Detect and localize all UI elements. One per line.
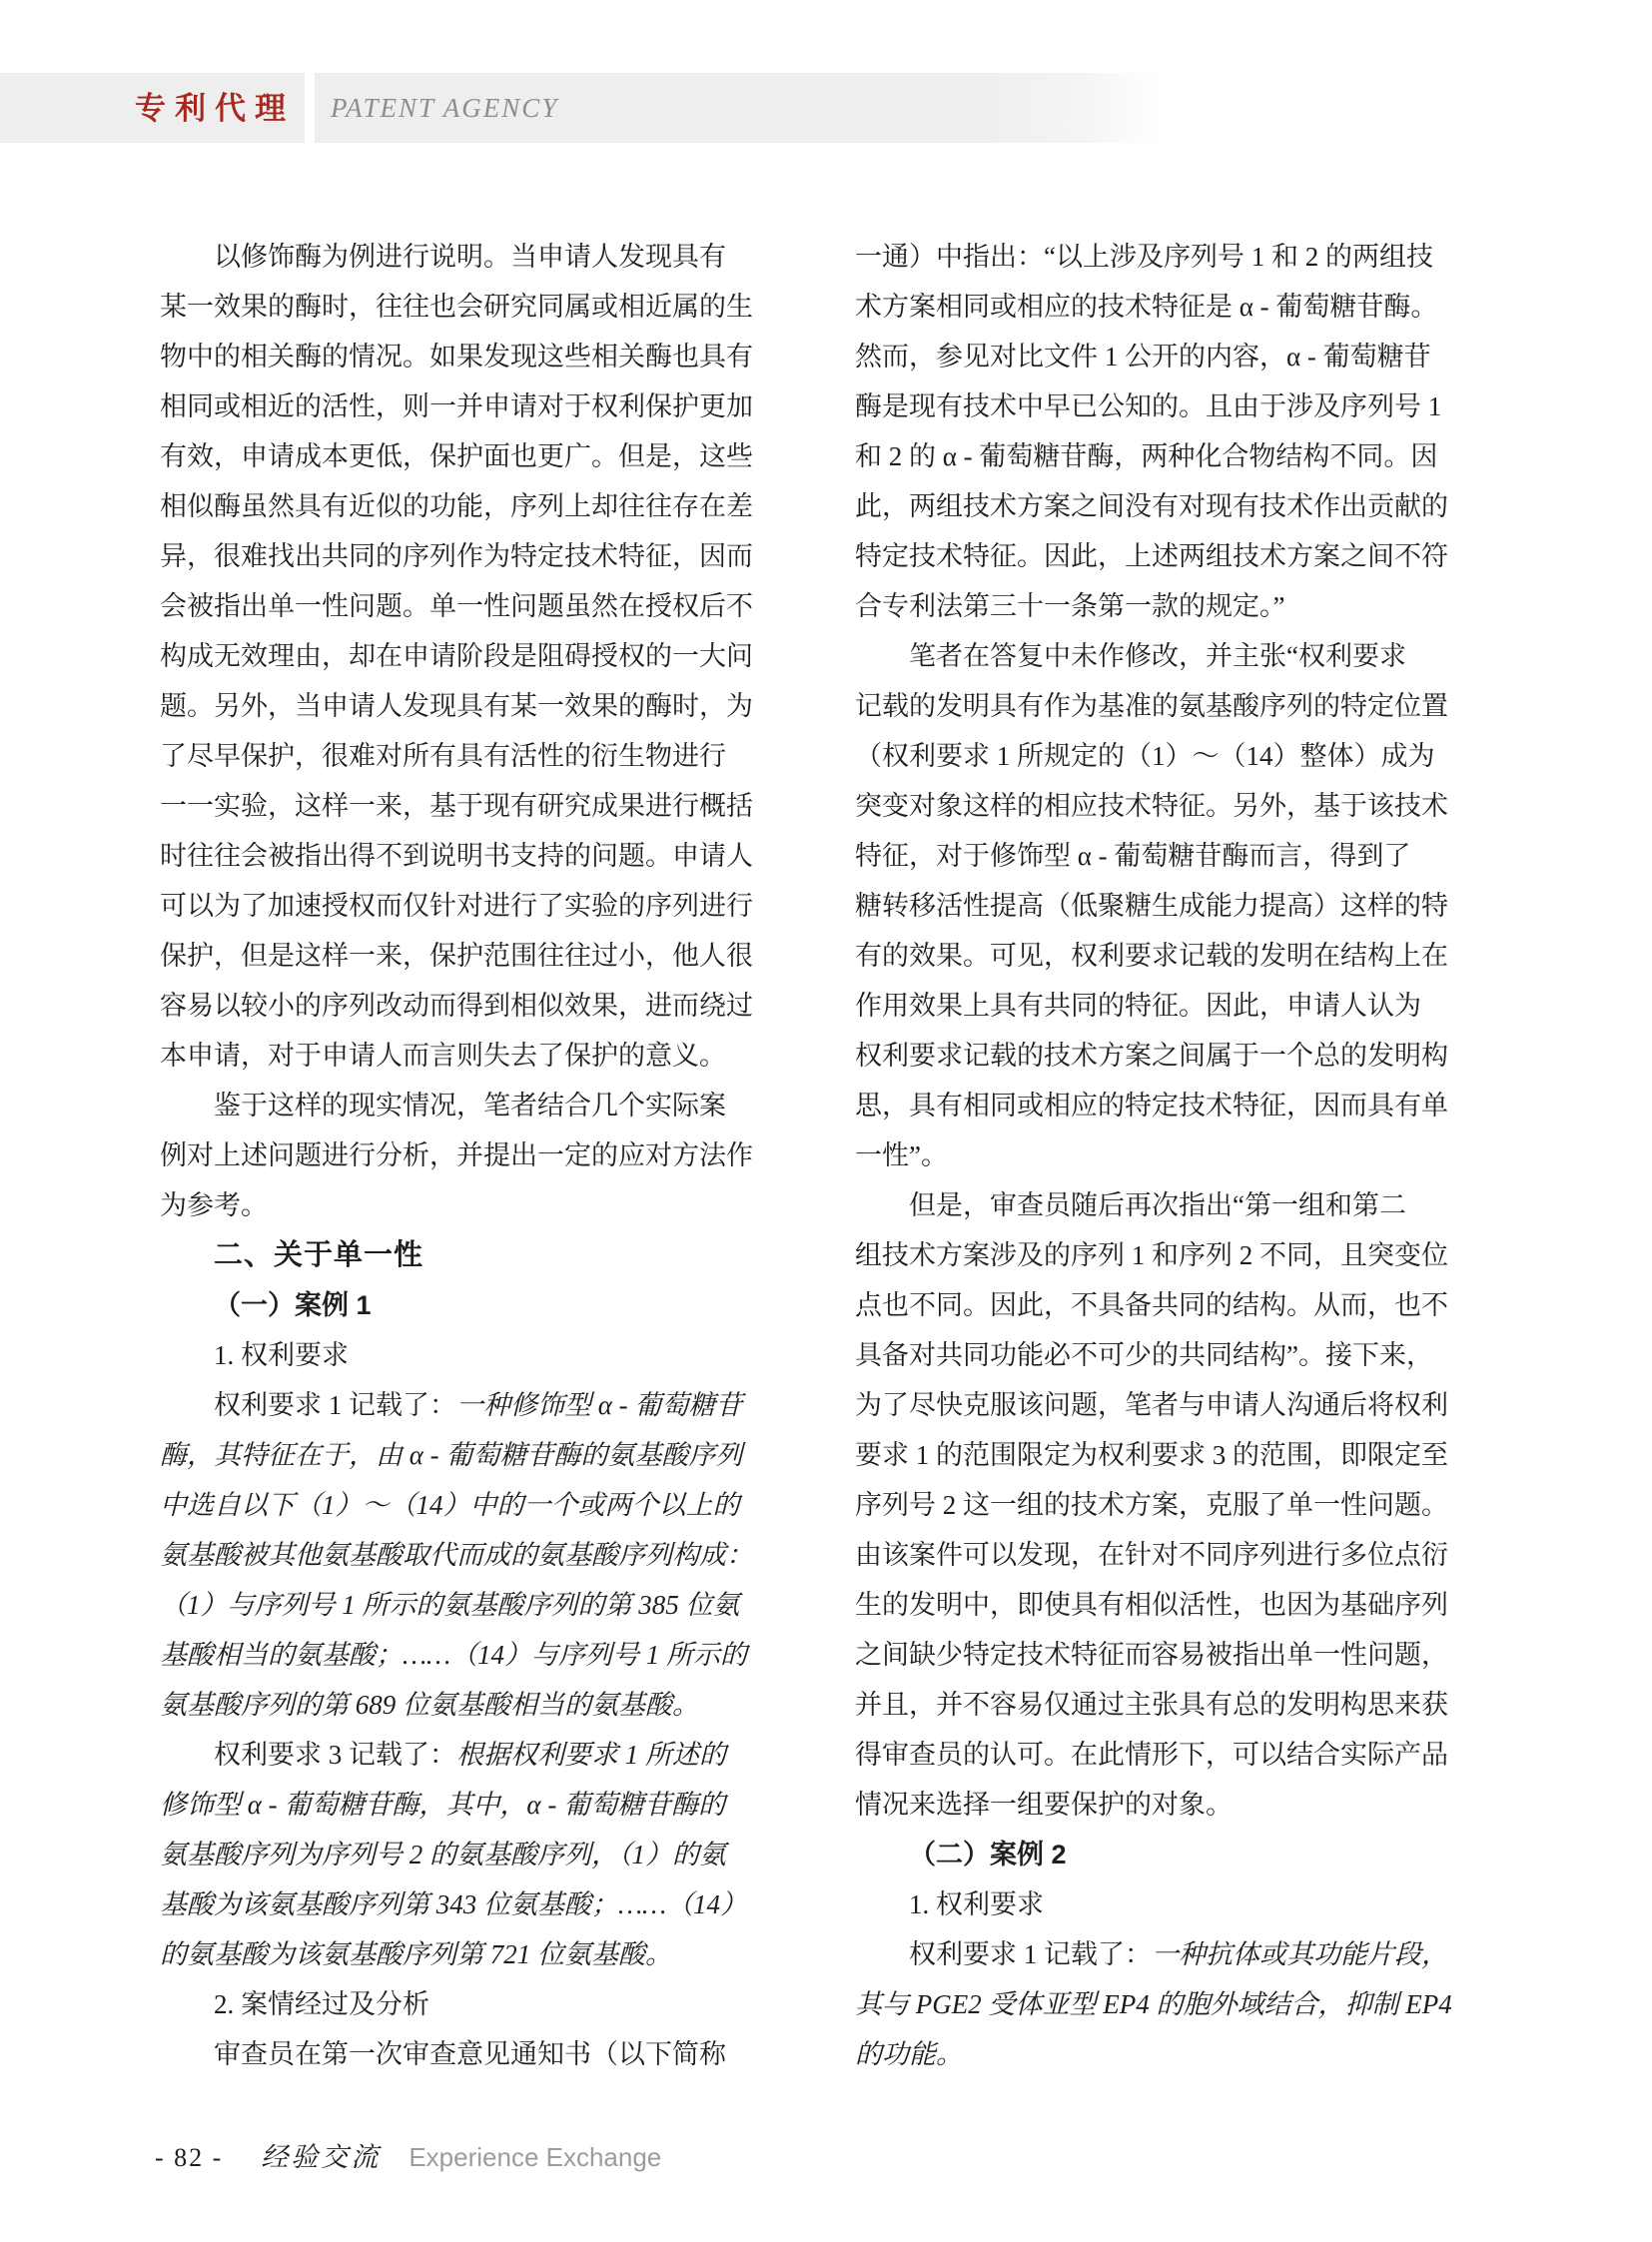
text-line: 突变对象这样的相应技术特征。另外，基于该技术 xyxy=(855,791,1448,821)
text-line: （一）案例 1 xyxy=(214,1290,372,1320)
text-line: 题。另外，当申请人发现具有某一效果的酶时，为 xyxy=(160,691,753,721)
header-band-cn xyxy=(0,73,305,143)
text-line: 以修饰酶为例进行说明。当申请人发现具有 xyxy=(214,242,726,272)
text-line: 为了尽快克服该问题，笔者与申请人沟通后将权利 xyxy=(855,1390,1448,1420)
page-footer xyxy=(155,2135,661,2174)
text-line: 合专利法第三十一条第一款的规定。” xyxy=(855,591,1285,621)
text-line: 时往往会被指出得不到说明书支持的问题。申请人 xyxy=(160,841,753,871)
text-line: （二）案例 2 xyxy=(909,1840,1067,1869)
text-line: 氨基酸序列的第 689 位氨基酸相当的氨基酸。 xyxy=(160,1690,699,1720)
text-line: 2. 案情经过及分析 xyxy=(214,1989,429,2019)
text-line: 1. 权利要求 xyxy=(909,1889,1044,1919)
text-line: 为参考。 xyxy=(160,1190,268,1220)
text-line: 相似酶虽然具有近似的功能，序列上却往往存在差 xyxy=(160,491,753,521)
text-line: 有效，申请成本更低，保护面也更广。但是，这些 xyxy=(160,441,753,471)
text-line: 鉴于这样的现实情况，笔者结合几个实际案 xyxy=(214,1091,726,1121)
text-line: 的氨基酸为该氨基酸序列第 721 位氨基酸。 xyxy=(160,1939,672,1969)
text-line: 特定技术特征。因此，上述两组技术方案之间不符 xyxy=(855,541,1448,571)
text-line: 权利要求记载的技术方案之间属于一个总的发明构 xyxy=(855,1041,1448,1071)
article-column-left xyxy=(160,232,809,2079)
text-line: 某一效果的酶时，往往也会研究同属或相近属的生 xyxy=(160,292,753,322)
text-line: 可以为了加速授权而仅针对进行了实验的序列进行 xyxy=(160,891,753,921)
text-line: 生的发明中，即使具有相似活性，也因为基础序列 xyxy=(855,1590,1448,1620)
text-line: 修饰型 α - 葡萄糖苷酶，其中，α - 葡萄糖苷酶的 xyxy=(160,1790,726,1820)
text-line: 点也不同。因此，不具备共同的结构。从而，也不 xyxy=(855,1290,1448,1320)
text-line: 作用效果上具有共同的特征。因此，申请人认为 xyxy=(855,991,1421,1021)
footer-column-name-en: Experience Exchange xyxy=(409,2142,662,2172)
text-line: 氨基酸序列为序列号 2 的氨基酸序列，（1）的氨 xyxy=(160,1840,726,1869)
text-line: （权利要求 1 所规定的（1）～（14）整体）成为 xyxy=(855,741,1435,771)
text-line: 构成无效理由，却在申请阶段是阻碍授权的一大问 xyxy=(160,641,753,671)
text-line: 笔者在答复中未作修改，并主张“权利要求 xyxy=(909,641,1406,671)
text-line: 一性”。 xyxy=(855,1140,948,1170)
text-line: 得审查员的认可。在此情形下，可以结合实际产品 xyxy=(855,1740,1448,1770)
text-line: 基酸相当的氨基酸；……（14）与序列号 1 所示的 xyxy=(160,1640,748,1670)
text-line: 了尽早保护，很难对所有具有活性的衍生物进行 xyxy=(160,741,726,771)
text-line: 容易以较小的序列改动而得到相似效果，进而绕过 xyxy=(160,991,753,1021)
text-line: 然而，参见对比文件 1 公开的内容，α - 葡萄糖苷 xyxy=(855,342,1431,372)
text-line: 情况来选择一组要保护的对象。 xyxy=(855,1790,1233,1820)
text-line: 权利要求 1 记载了：一种修饰型 α - 葡萄糖苷 xyxy=(214,1390,743,1420)
text-line: 氨基酸被其他氨基酸取代而成的氨基酸序列构成： xyxy=(160,1540,753,1570)
text-line: 权利要求 3 记载了：根据权利要求 1 所述的 xyxy=(214,1740,726,1770)
text-line: 1. 权利要求 xyxy=(214,1340,349,1370)
section-title-en: PATENT AGENCY xyxy=(331,92,559,123)
text-line: 并且，并不容易仅通过主张具有总的发明构思来获 xyxy=(855,1690,1448,1720)
text-line: 之间缺少特定技术特征而容易被指出单一性问题， xyxy=(855,1640,1448,1670)
text-line: 组技术方案涉及的序列 1 和序列 2 不同，且突变位 xyxy=(855,1240,1448,1270)
text-line: 保护，但是这样一来，保护范围往往过小，他人很 xyxy=(160,941,753,971)
text-line: 异，很难找出共同的序列作为特定技术特征，因而 xyxy=(160,541,753,571)
text-line: 会被指出单一性问题。单一性问题虽然在授权后不 xyxy=(160,591,753,621)
text-line: 和 2 的 α - 葡萄糖苷酶，两种化合物结构不同。因 xyxy=(855,441,1438,471)
section-title-cn: 专利代理 xyxy=(135,90,295,126)
text-line: （1）与序列号 1 所示的氨基酸序列的第 385 位氨 xyxy=(160,1590,740,1620)
text-line: 记载的发明具有作为基准的氨基酸序列的特定位置 xyxy=(855,691,1448,721)
text-line: 物中的相关酶的情况。如果发现这些相关酶也具有 xyxy=(160,342,753,372)
header-band-en xyxy=(315,73,1159,143)
text-line: 审查员在第一次审查意见通知书（以下简称 xyxy=(214,2039,726,2069)
text-line: 由该案件可以发现，在针对不同序列进行多位点衍 xyxy=(855,1540,1448,1570)
text-line: 思，具有相同或相应的特定技术特征，因而具有单 xyxy=(855,1091,1448,1121)
text-line: 序列号 2 这一组的技术方案，克服了单一性问题。 xyxy=(855,1490,1448,1520)
text-line: 要求 1 的范围限定为权利要求 3 的范围，即限定至 xyxy=(855,1440,1448,1470)
text-line: 权利要求 1 记载了：一种抗体或其功能片段， xyxy=(909,1939,1448,1969)
text-line: 的功能。 xyxy=(855,2039,963,2069)
text-line: 具备对共同功能必不可少的共同结构”。接下来， xyxy=(855,1340,1433,1370)
text-line: 但是，审查员随后再次指出“第一组和第二 xyxy=(909,1190,1406,1220)
text-line: 有的效果。可见，权利要求记载的发明在结构上在 xyxy=(855,941,1448,971)
text-line: 术方案相同或相应的技术特征是 α - 葡萄糖苷酶。 xyxy=(855,292,1438,322)
page-number: - 82 - xyxy=(155,2143,224,2172)
article-column-right xyxy=(855,232,1502,2079)
text-line: 酶是现有技术中早已公知的。且由于涉及序列号 1 xyxy=(855,391,1442,421)
text-line: 相同或相近的活性，则一并申请对于权利保护更加 xyxy=(160,391,753,421)
text-line: 此，两组技术方案之间没有对现有技术作出贡献的 xyxy=(855,491,1448,521)
text-line: 酶，其特征在于，由 α - 葡萄糖苷酶的氨基酸序列 xyxy=(160,1440,743,1470)
text-line: 例对上述问题进行分析，并提出一定的应对方法作 xyxy=(160,1140,753,1170)
text-line: 本申请，对于申请人而言则失去了保护的意义。 xyxy=(160,1041,726,1071)
text-line: 特征，对于修饰型 α - 葡萄糖苷酶而言，得到了 xyxy=(855,841,1411,871)
text-line: 一一实验，这样一来，基于现有研究成果进行概括 xyxy=(160,791,753,821)
text-line: 中选自以下（1）～（14）中的一个或两个以上的 xyxy=(160,1490,740,1520)
text-line: 一通）中指出：“以上涉及序列号 1 和 2 的两组技 xyxy=(855,242,1433,272)
text-line: 二、关于单一性 xyxy=(214,1239,424,1271)
text-line: 糖转移活性提高（低聚糖生成能力提高）这样的特 xyxy=(855,891,1448,921)
text-line: 基酸为该氨基酸序列第 343 位氨基酸；……（14） xyxy=(160,1889,748,1919)
footer-column-name-cn: 经验交流 xyxy=(261,2142,382,2172)
text-line: 其与 PGE2 受体亚型 EP4 的胞外域结合，抑制 EP4 xyxy=(855,1989,1452,2019)
